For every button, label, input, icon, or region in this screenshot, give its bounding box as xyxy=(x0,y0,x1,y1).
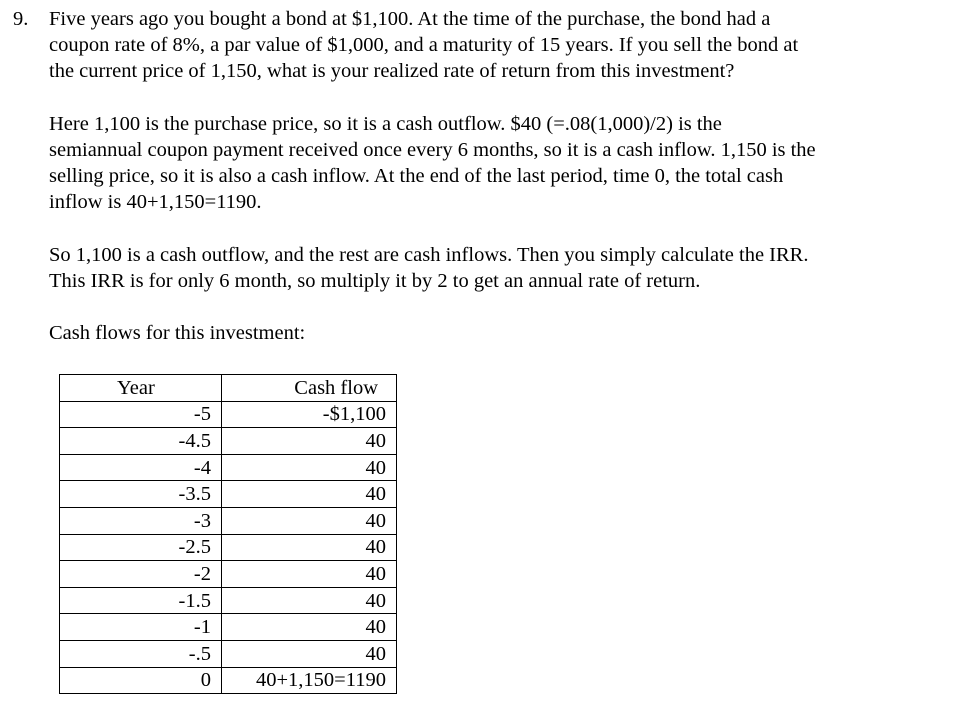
question-number: 9. xyxy=(13,8,29,30)
cash-flow-cell: 40 xyxy=(222,481,397,508)
year-cell: -4 xyxy=(60,454,222,481)
explanation-line: inflow is 40+1,150=1190. xyxy=(49,191,262,213)
cash-flow-cell: 40 xyxy=(222,507,397,534)
explanation-paragraph xyxy=(49,111,949,215)
question-line: the current price of 1,150, what is your realized rate of return from this investment? xyxy=(49,60,735,82)
table-row xyxy=(60,614,397,641)
table-row xyxy=(60,587,397,614)
cash-flow-cell: 40 xyxy=(222,587,397,614)
year-cell: 0 xyxy=(60,667,222,694)
year-cell: -4.5 xyxy=(60,428,222,455)
table-row xyxy=(60,667,397,694)
year-cell: -.5 xyxy=(60,640,222,667)
table-row xyxy=(60,481,397,508)
year-cell: -1 xyxy=(60,614,222,641)
year-cell: -5 xyxy=(60,401,222,428)
explanation-line: semiannual coupon payment received once every 6 months, so it is a cash inflow. 1,150 is the xyxy=(49,139,816,161)
table-row xyxy=(60,428,397,455)
table-header-row xyxy=(60,375,397,402)
question-line: Five years ago you bought a bond at $1,100. At the time of the purchase, the bond had a xyxy=(49,8,771,30)
cash-flow-cell: 40 xyxy=(222,561,397,588)
cash-flow-cell: -$1,100 xyxy=(222,401,397,428)
question-line: coupon rate of 8%, a par value of $1,000, and a maturity of 15 years. If you sell the bond at xyxy=(49,34,799,56)
year-column-header: Year xyxy=(60,375,222,402)
table-row xyxy=(60,401,397,428)
year-cell: -2 xyxy=(60,561,222,588)
cash-flow-cell: 40 xyxy=(222,454,397,481)
cash-flow-cell: 40 xyxy=(222,428,397,455)
explanation-line: Here 1,100 is the purchase price, so it is a cash outflow. $40 (=.08(1,000)/2) is the xyxy=(49,113,722,135)
year-cell: -2.5 xyxy=(60,534,222,561)
irr-line: So 1,100 is a cash outflow, and the rest are cash inflows. Then you simply calculate the IRR. xyxy=(49,244,809,266)
irr-paragraph xyxy=(49,242,949,294)
year-cell: -3.5 xyxy=(60,481,222,508)
cash-flow-cell: 40 xyxy=(222,640,397,667)
cash-flow-cell: 40 xyxy=(222,534,397,561)
explanation-line: selling price, so it is also a cash inflow. At the end of the last period, time 0, the total cash xyxy=(49,165,784,187)
cash-flow-column-header: Cash flow xyxy=(222,375,397,402)
question-text xyxy=(49,6,949,84)
table-caption: Cash flows for this investment: xyxy=(49,322,306,344)
table-row xyxy=(60,534,397,561)
cash-flow-cell: 40+1,150=1190 xyxy=(222,667,397,694)
cash-flow-table xyxy=(59,374,397,694)
year-cell: -3 xyxy=(60,507,222,534)
year-cell: -1.5 xyxy=(60,587,222,614)
table-row xyxy=(60,640,397,667)
table-row xyxy=(60,561,397,588)
table-row xyxy=(60,454,397,481)
cash-flow-cell: 40 xyxy=(222,614,397,641)
irr-line: This IRR is for only 6 month, so multiply it by 2 to get an annual rate of return. xyxy=(49,270,701,292)
table-row xyxy=(60,507,397,534)
